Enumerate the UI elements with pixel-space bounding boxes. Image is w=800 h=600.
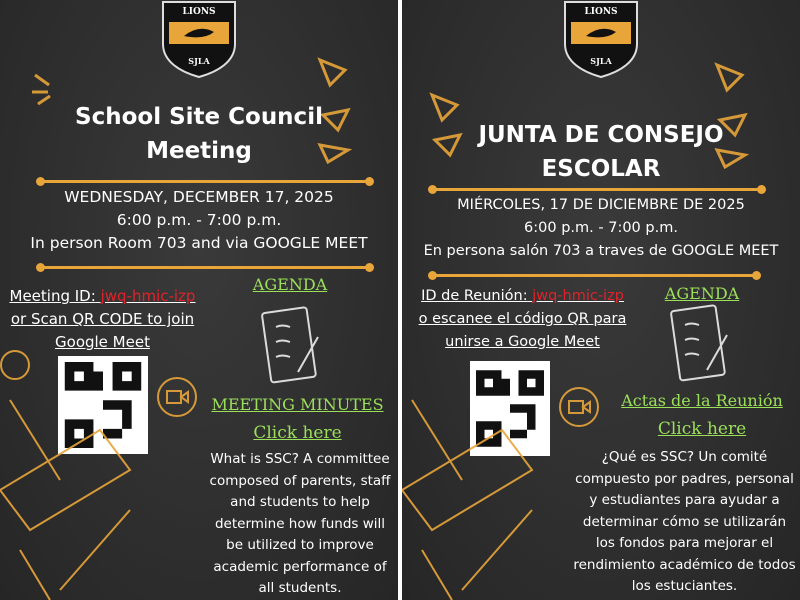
spanish-flyer xyxy=(402,0,800,600)
svg-text:LIONS: LIONS xyxy=(182,7,216,17)
meeting-details: WEDNESDAY, DECEMBER 17, 2025 6:00 p.m. - 7:00 p.m. In person Room 703 and via GOOGLE MEET xyxy=(30,188,368,252)
svg-text:LIONS: LIONS xyxy=(584,7,618,17)
meeting-title: JUNTA DE CONSEJO ESCOLAR xyxy=(478,122,724,182)
click-here-link[interactable]: Click here xyxy=(657,419,747,439)
agenda-link[interactable]: AGENDA xyxy=(664,284,740,303)
meeting-minutes-link[interactable]: Actas de la Reunión xyxy=(621,391,783,410)
svg-text:SJLA: SJLA xyxy=(590,56,612,66)
divider xyxy=(432,188,762,191)
meeting-id-link[interactable]: jwq-hmic-izp xyxy=(100,287,196,305)
divider xyxy=(432,274,757,277)
divider xyxy=(40,266,370,269)
join-instructions[interactable]: ID de Reunión: jwq-hmic-izp o escanee el código QR para unirse a Google Meet xyxy=(418,288,627,350)
sjla-logo xyxy=(159,0,239,78)
english-flyer xyxy=(0,0,398,600)
meeting-id-link[interactable]: jwq-hmic-izp xyxy=(532,288,624,304)
ssc-description: ¿Qué es SSC? Un comité compuesto por padres, personal y estudiantes para ayudar a determinar cómo se utilizarán los fondos para mejorar el rendimiento académico de todos los estuciantes. xyxy=(573,449,796,594)
video-call-icon xyxy=(155,375,200,420)
sjla-logo xyxy=(561,0,641,78)
divider xyxy=(40,180,370,183)
meeting-title: School Site Council Meeting xyxy=(75,104,323,164)
school-supplies-doodle xyxy=(402,340,572,600)
svg-text:SJLA: SJLA xyxy=(188,56,210,66)
click-here-link[interactable]: Click here xyxy=(253,423,342,443)
meeting-minutes-link[interactable]: MEETING MINUTES xyxy=(211,395,384,414)
agenda-link[interactable]: AGENDA xyxy=(252,275,328,294)
school-supplies-doodle xyxy=(0,340,160,600)
meeting-details: MIÉRCOLES, 17 DE DICIEMBRE DE 2025 6:00 p.m. - 7:00 p.m. En persona salón 703 a traves de GOOGLE MEET xyxy=(423,197,779,259)
notepad-icon xyxy=(667,300,742,390)
ssc-description: What is SSC? A committee composed of parents, staff and students to help determine how funds will be utilized to improve academic performance of all students. xyxy=(209,451,391,596)
notepad-icon xyxy=(258,302,328,387)
join-instructions[interactable]: Meeting ID: jwq-hmic-izp or Scan QR CODE to join Google Meet xyxy=(9,287,196,351)
